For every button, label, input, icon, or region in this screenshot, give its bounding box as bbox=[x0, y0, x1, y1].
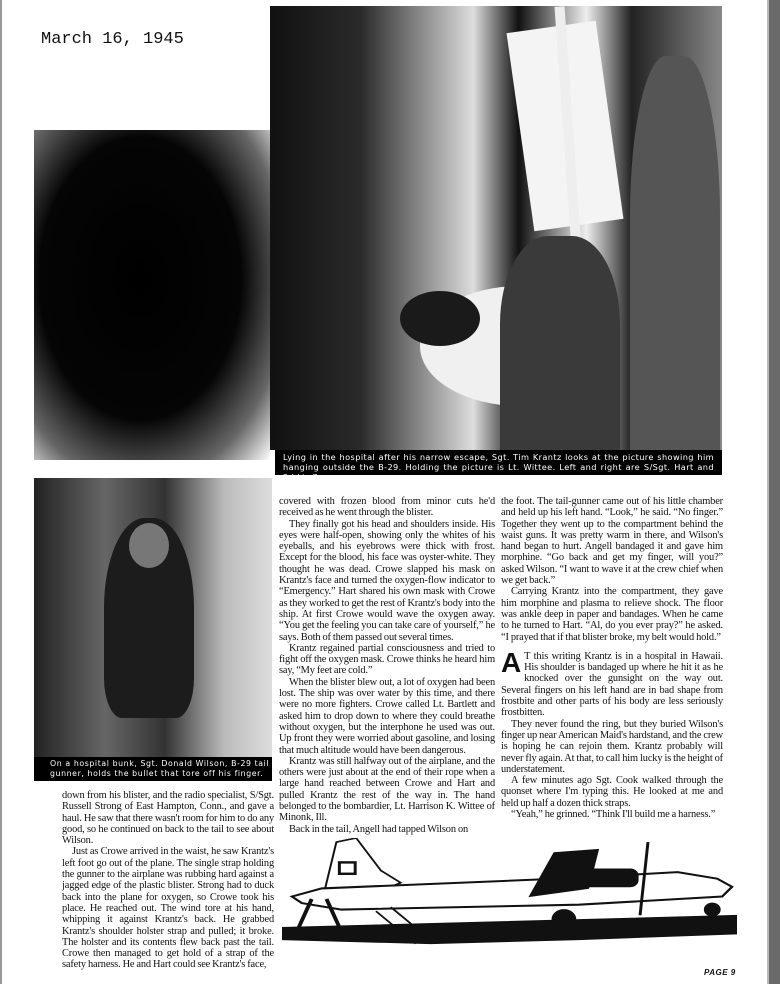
paragraph: down from his blister, and the radio specialist, S/Sgt. Russell Strong of East Hampton, Conn., and gave a haul. He saw that there wasn't room for him to do any good, so he continued on back to the tail to see about Wilson. bbox=[62, 790, 274, 847]
paragraph: covered with frozen blood from minor cuts he'd received as he went through the blister. bbox=[279, 496, 495, 519]
paragraph: Just as Crowe arrived in the waist, he saw Krantz's left foot go out of the plane. The single strap holding the gunner to the airplane was rubbing hard against a jagged edge of the plastic blister. Strong had to duck back into the plane for oxygen, so Crowe took his place. He reached out. The wind tore at his hand, whipping it against Krantz's back. He grabbed Krantz's shoulder holster strap and pulled; it broke. The holster and its contents flew back past the tail. Crowe then managed to get hold of a strap of the safety harness. He and Hart could see Krantz's face, bbox=[62, 846, 274, 971]
article-column-2 bbox=[279, 496, 495, 835]
photo-wilson-face bbox=[129, 523, 169, 568]
wilson-photo bbox=[34, 478, 272, 757]
paragraph-text: T this writing Krantz is in a hospital in Hawaii. His shoulder is bandaged up where he hit it as he knocked over the gunsight on the way out. Several fingers on his left hand are in bad shape from frostbite and other parts of his body are less seriously frostbitten. bbox=[501, 650, 723, 719]
plane-nose-wheel bbox=[704, 903, 720, 916]
plane-engine bbox=[579, 869, 638, 887]
paragraph: They finally got his head and shoulders inside. His eyes were half-open, showing only the whites of his eyeballs, and his eyebrows were thick with frost. Except for the blood, his face was oyster-white. They thought he was dead. Crowe slapped his mask on Krantz's face and turned the oxygen-flow indicator to “Emergency.” Hart shared his own mask with Crowe as they worked to get the rest of Krantz's body into the ship. At first Crowe would wave the oxygen away. “You get the feeling you can take care of yourself,” he says. Both of them passed out several times. bbox=[279, 518, 495, 643]
paragraph: Krantz regained partial consciousness and tried to fight off the oxygen mask. Crowe thinks he heard him say, “My feet are cold.” bbox=[279, 642, 495, 677]
drop-cap: A bbox=[501, 646, 522, 678]
article-column-3 bbox=[501, 496, 723, 820]
photo-man-right bbox=[630, 56, 720, 450]
wilson-photo-caption: On a hospital bunk, Sgt. Donald Wilson, B-29 tail gunner, holds the bullet that tore off his finger. bbox=[34, 757, 272, 781]
page-number: PAGE 9 bbox=[704, 968, 736, 977]
page-right-edge bbox=[767, 0, 780, 984]
photo-patient-head bbox=[400, 291, 480, 346]
ground-shadow bbox=[282, 915, 737, 943]
photo-man-center bbox=[500, 236, 620, 450]
paragraph: Krantz was still halfway out of the airplane, and the others were just about at the end of their rope when a large hand reached between Crowe and Hart and pulled Krantz the rest of the way in. The hand belonged to the bombardier, Lt. Harrison K. Wittee of Minonk, Ill. bbox=[279, 755, 495, 824]
paragraph: Carrying Krantz into the compartment, they gave him morphine and plasma to relieve shock. The floor was ankle deep in paper and bandages. When he came to he turned to Hart. “Al, do you ever pray?” he asked. “I prayed that if that blister broke, my belt would hold.” bbox=[501, 586, 723, 643]
paragraph: A few minutes ago Sgt. Cook walked through the quonset where I'm typing this. He looked at me and held up half a dozen thick straps. bbox=[501, 775, 723, 809]
paragraph: Back in the tail, Angell had tapped Wilson on bbox=[289, 823, 469, 835]
b29-bomber-illustration bbox=[282, 838, 737, 960]
page-left-edge bbox=[0, 0, 2, 984]
paragraph: “Yeah,” he grinned. “Think I'll build me a harness.” bbox=[511, 809, 716, 821]
dark-photo-fragment bbox=[34, 130, 270, 460]
article-column-1 bbox=[62, 790, 274, 971]
paragraph: When the blister blew out, a lot of oxygen had been lost. The ship was over water by this time, and there were no more fighters. Crowe called Lt. Bartlett and asked him to drop down to where they could breathe without oxygen, but the interphone he used was out. Up front they were worried about gasoline, and losing that much altitude would have been dangerous. bbox=[279, 676, 495, 756]
paragraph: the foot. The tail-gunner came out of his little chamber and held up his left hand. “Look,” he said. “No finger.” Together they went up to the compartment behind the waist guns. It was pretty warm in there, and Wilson's hand began to hurt. Angell bandaged it and gave him morphine. “Go back and get my finger, will you?” asked Wilson. “I want to wave it at the crew chief when we get back.” bbox=[501, 496, 723, 587]
date-stamp: March 16, 1945 bbox=[41, 30, 184, 49]
hospital-photo bbox=[270, 6, 722, 450]
section-opening-paragraph bbox=[501, 646, 723, 719]
paragraph: They never found the ring, but they buried Wilson's finger up near American Maid's hardstand, and the crew is hoping he can rejoin them. Krantz probably will never fly again. At that, to call him lucky is the height of understatement. bbox=[501, 718, 723, 775]
hospital-photo-caption: Lying in the hospital after his narrow escape, Sgt. Tim Krantz looks at the picture showing him hanging outside the B-29. Holding the picture is Lt. Wittee. Left and right are S/Sgt. Hart and 2d Lt. Crowe. bbox=[275, 450, 722, 475]
